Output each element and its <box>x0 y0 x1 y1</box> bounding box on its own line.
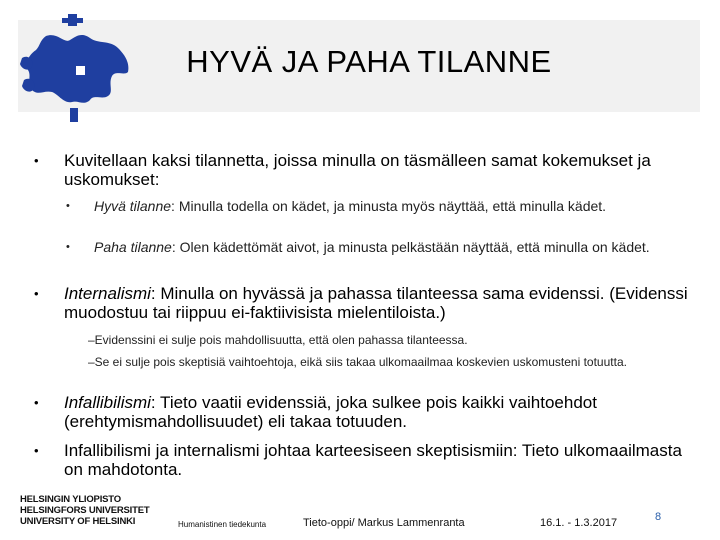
bullet-text: Infallibilismi: Tieto vaatii evidenssiä, joka sulkee pois kaikki vaihtoehdot (erehtymismahdollisuudet) eli takaa totuuden. <box>64 393 597 431</box>
sub-bullet-text: Hyvä tilanne: Minulla todella on kädet, ja minusta myös näyttää, että minulla kädet. <box>94 198 607 214</box>
dash-item: –Se ei sulje pois skeptisiä vaihtoehtoja, eikä siis takaa ulkomaailmaa koskevien uskomusteni totuutta. <box>88 355 627 369</box>
date-range: 16.1. - 1.3.2017 <box>540 517 618 529</box>
author-text: Tieto-oppi/ Markus Lammenranta <box>303 517 465 529</box>
bullet-dot: • <box>34 153 39 168</box>
slide-title: HYVÄ JA PAHA TILANNE <box>186 44 552 79</box>
term-label: Hyvä tilanne <box>94 198 172 214</box>
term-label: Infallibilismi <box>64 393 151 412</box>
bullet-dot: • <box>66 241 70 253</box>
bullet-dot: • <box>34 443 39 458</box>
slide-footer <box>0 490 720 540</box>
sub-bullet-text: Paha tilanne: Olen kädettömät aivot, ja minusta pelkästään näyttää, että minulla on kädet. <box>94 239 650 255</box>
bullet-dot: • <box>66 200 70 212</box>
bullet-text: Internalismi: Minulla on hyvässä ja pahassa tilanteessa sama evidenssi. (Evidenssi muodostuu tai riippuu ei-faktiivisista mielentiloista.) <box>64 284 688 322</box>
page-number: 8 <box>655 511 662 523</box>
bullet-dot: • <box>34 286 39 301</box>
university-name: HELSINGIN YLIOPISTO HELSINGFORS UNIVERSITET UNIVERSITY OF HELSINKI <box>20 494 150 527</box>
bullet-dot: • <box>34 395 39 410</box>
term-label: Internalismi <box>64 284 151 303</box>
dash-item: –Evidenssini ei sulje pois mahdollisuutta, että olen pahassa tilanteessa. <box>88 333 468 347</box>
faculty-name: Humanistinen tiedekunta <box>178 520 267 529</box>
bullet-text: Infallibilismi ja internalismi johtaa karteesiseen skeptisismiin: Tieto ulkomaailmasta on mahdotonta. <box>64 441 682 479</box>
term-label: Paha tilanne <box>94 239 172 255</box>
bullet-text: Kuvitellaan kaksi tilannetta, joissa minulla on täsmälleen samat kokemukset ja uskomukset: <box>64 151 651 189</box>
